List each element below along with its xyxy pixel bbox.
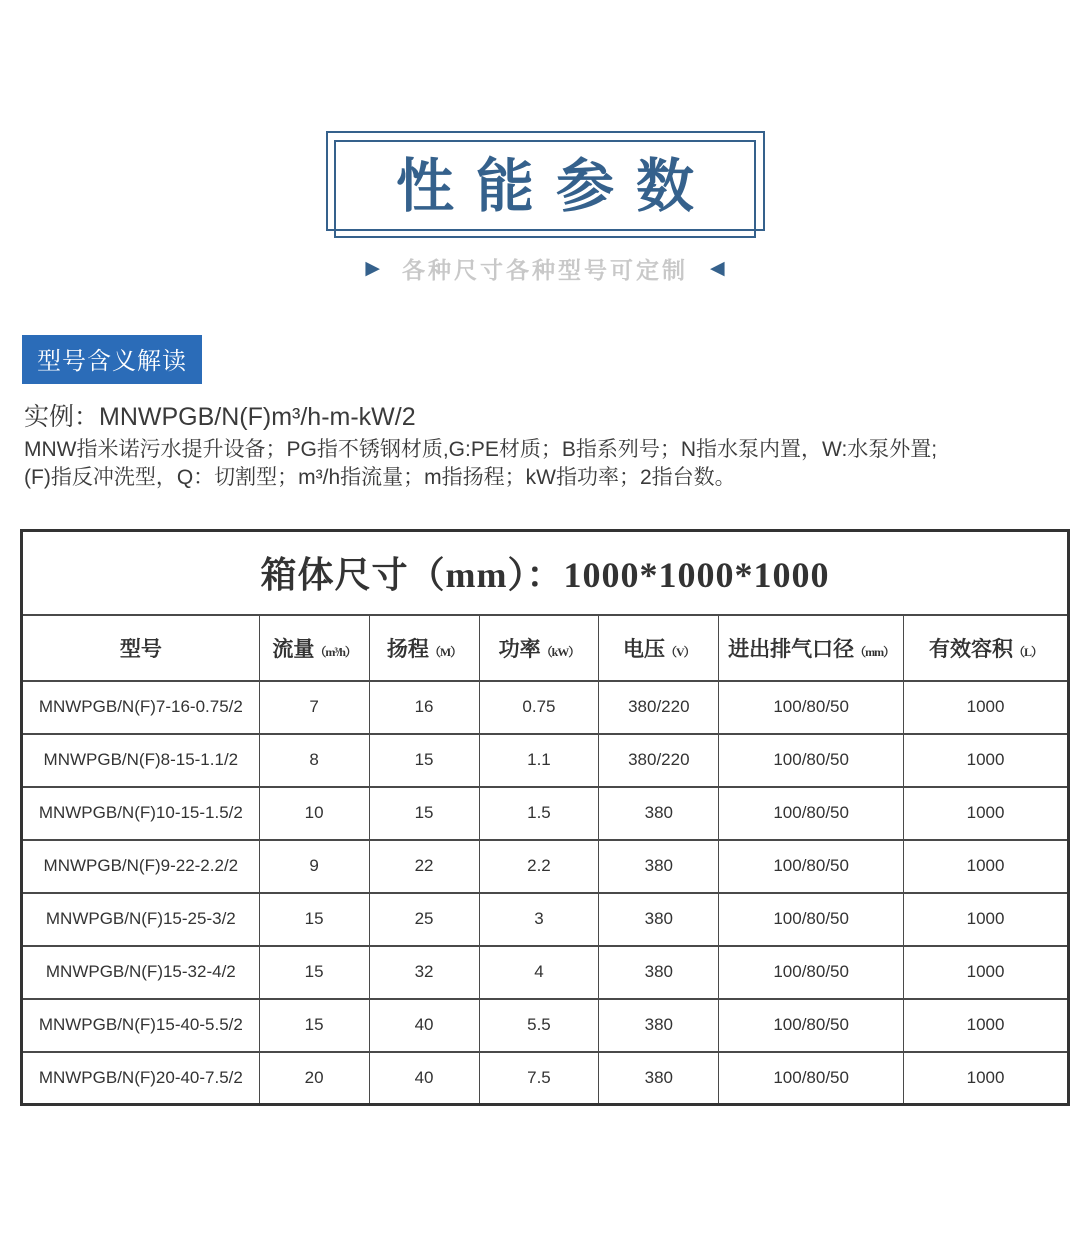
model-cell: MNWPGB/N(F)10-15-1.5/2 (22, 787, 260, 840)
table-header-row (22, 615, 1069, 681)
col-label: 扬程 (386, 636, 429, 661)
col-header-power (479, 615, 599, 681)
title-frame (334, 140, 756, 238)
section-label-model-meaning: 型号含义解读 (22, 335, 202, 384)
volume-cell: 1000 (904, 946, 1069, 999)
col-header-flow (259, 615, 369, 681)
table-caption-row (22, 531, 1069, 615)
col-unit: （L） (1013, 644, 1043, 659)
flow-cell: 15 (259, 946, 369, 999)
power-cell: 3 (479, 893, 599, 946)
volume-cell: 1000 (904, 787, 1069, 840)
volume-cell: 1000 (904, 734, 1069, 787)
power-cell: 2.2 (479, 840, 599, 893)
col-label: 有效容积 (929, 636, 1014, 661)
left-arrow-icon: ▶ (365, 258, 380, 279)
table-row (22, 734, 1069, 787)
table-caption: 箱体尺寸（mm）：1000*1000*1000 (22, 531, 1069, 615)
voltage-cell: 380 (599, 999, 719, 1052)
col-unit: （kW） (540, 644, 580, 659)
power-cell: 7.5 (479, 1052, 599, 1105)
head-cell: 25 (369, 893, 479, 946)
voltage-cell: 380 (599, 893, 719, 946)
head-cell: 32 (369, 946, 479, 999)
port-cell: 100/80/50 (719, 1052, 904, 1105)
voltage-cell: 380/220 (599, 681, 719, 734)
table-row (22, 840, 1069, 893)
model-cell: MNWPGB/N(F)9-22-2.2/2 (22, 840, 260, 893)
voltage-cell: 380 (599, 787, 719, 840)
col-unit: （M） (428, 644, 462, 659)
subtitle-row (0, 252, 1090, 285)
model-explanation (24, 436, 1090, 492)
col-unit: （mm） (854, 644, 895, 659)
model-cell: MNWPGB/N(F)7-16-0.75/2 (22, 681, 260, 734)
power-cell: 5.5 (479, 999, 599, 1052)
model-example-line: 实例：MNWPGB/N(F)m³/h-m-kW/2 (24, 403, 416, 431)
col-label: 功率 (498, 636, 541, 661)
table-row (22, 946, 1069, 999)
col-header-port-diameter (719, 615, 904, 681)
flow-cell: 10 (259, 787, 369, 840)
model-explanation-line-2: (F)指反冲洗型，Q：切割型；m³/h指流量；m指扬程；kW指功率；2指台数。 (24, 466, 736, 489)
table-row (22, 787, 1069, 840)
title-frame-wrap (334, 140, 756, 238)
col-header-head (369, 615, 479, 681)
head-cell: 22 (369, 840, 479, 893)
head-cell: 16 (369, 681, 479, 734)
port-cell: 100/80/50 (719, 787, 904, 840)
voltage-cell: 380/220 (599, 734, 719, 787)
head-cell: 40 (369, 999, 479, 1052)
spec-table-wrap (20, 529, 1070, 1106)
flow-cell: 15 (259, 999, 369, 1052)
port-cell: 100/80/50 (719, 681, 904, 734)
page-title: 性能参数 (395, 154, 716, 219)
model-cell: MNWPGB/N(F)8-15-1.1/2 (22, 734, 260, 787)
port-cell: 100/80/50 (719, 734, 904, 787)
head-cell: 15 (369, 787, 479, 840)
col-header-voltage (599, 615, 719, 681)
table-row (22, 999, 1069, 1052)
voltage-cell: 380 (599, 840, 719, 893)
model-cell: MNWPGB/N(F)15-40-5.5/2 (22, 999, 260, 1052)
col-label: 型号 (119, 636, 162, 661)
flow-cell: 9 (259, 840, 369, 893)
flow-cell: 15 (259, 893, 369, 946)
title-section (0, 140, 1090, 238)
flow-cell: 20 (259, 1052, 369, 1105)
power-cell: 0.75 (479, 681, 599, 734)
volume-cell: 1000 (904, 1052, 1069, 1105)
col-header-effective-volume (904, 615, 1069, 681)
head-cell: 40 (369, 1052, 479, 1105)
port-cell: 100/80/50 (719, 999, 904, 1052)
power-cell: 4 (479, 946, 599, 999)
volume-cell: 1000 (904, 893, 1069, 946)
col-unit: （m³/h） (314, 644, 356, 659)
volume-cell: 1000 (904, 999, 1069, 1052)
model-cell: MNWPGB/N(F)15-25-3/2 (22, 893, 260, 946)
power-cell: 1.1 (479, 734, 599, 787)
table-row (22, 681, 1069, 734)
head-cell: 15 (369, 734, 479, 787)
col-label: 流量 (272, 636, 315, 661)
model-explanation-line-1: MNW指米诺污水提升设备；PG指不锈钢材质,G:PE材质；B指系列号；N指水泵内置，W:水泵外置; (24, 438, 938, 461)
voltage-cell: 380 (599, 946, 719, 999)
voltage-cell: 380 (599, 1052, 719, 1105)
power-cell: 1.5 (479, 787, 599, 840)
port-cell: 100/80/50 (719, 946, 904, 999)
col-header-model (22, 615, 260, 681)
col-unit: （V） (664, 644, 695, 659)
subtitle-text: 各种尺寸各种型号可定制 (402, 257, 688, 283)
flow-cell: 7 (259, 681, 369, 734)
spec-table (20, 529, 1070, 1106)
flow-cell: 8 (259, 734, 369, 787)
volume-cell: 1000 (904, 840, 1069, 893)
col-label: 进出排气口径 (728, 636, 855, 661)
model-cell: MNWPGB/N(F)15-32-4/2 (22, 946, 260, 999)
model-cell: MNWPGB/N(F)20-40-7.5/2 (22, 1052, 260, 1105)
table-row (22, 893, 1069, 946)
right-arrow-icon: ◀ (710, 258, 725, 279)
volume-cell: 1000 (904, 681, 1069, 734)
col-label: 电压 (622, 636, 665, 661)
port-cell: 100/80/50 (719, 840, 904, 893)
port-cell: 100/80/50 (719, 893, 904, 946)
